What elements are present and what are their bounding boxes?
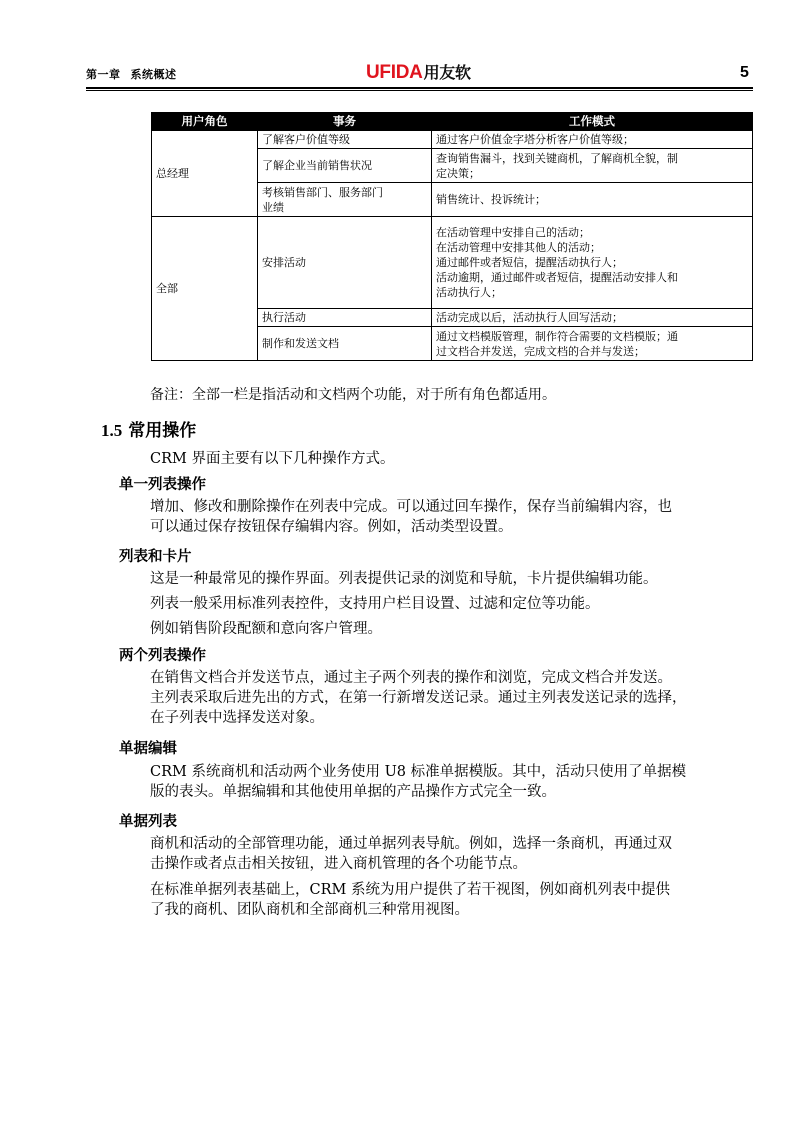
task-cell: 考核销售部门、服务部门 业绩 [258,183,432,217]
subheading: 单一列表操作 [119,477,206,493]
brand-cn: 用友软 [423,63,471,82]
subheading: 列表和卡片 [119,549,192,565]
task-cell: 了解企业当前销售状况 [258,149,432,183]
section-number: 1.5 [101,421,123,440]
subheading: 两个列表操作 [119,648,206,664]
task-cell: 执行活动 [258,309,432,327]
table-row [152,131,753,149]
chapter-title: 系统概述 [130,68,177,81]
mode-cell: 通过客户价值金字塔分析客户价值等级； [432,131,753,149]
brand-en: UFIDA [366,62,423,83]
subheading: 单据编辑 [119,741,177,757]
section-intro: CRM 界面主要有以下几种操作方式。 [150,451,395,467]
task-cell: 安排活动 [258,217,432,309]
header-cell: 事务 [258,113,432,131]
section-heading: 常用操作 [128,421,197,441]
paragraph: 在标准单据列表基础上，CRM 系统为用户提供了若干视图，例如商机列表中提供 了我的商机、团队商机和全部商机三种常用视图。 [150,882,670,918]
subheading: 单据列表 [119,814,177,830]
header-cell: 用户角色 [152,113,258,131]
paragraph: 列表一般采用标准列表控件，支持用户栏目设置、过滤和定位等功能。 [150,596,600,612]
brand-logo [366,60,471,84]
mode-cell: 销售统计、投诉统计； [432,183,753,217]
mode-cell: 查询销售漏斗，找到关键商机，了解商机全貌，制 定决策； [432,149,753,183]
paragraph: 商机和活动的全部管理功能，通过单据列表导航。例如，选择一条商机，再通过双 击操作或者点击相关按钮，进入商机管理的各个功能节点。 [150,836,672,872]
role-table [151,112,753,361]
role-cell: 全部 [152,217,258,361]
table-row [152,217,753,309]
table-note: 备注：全部一栏是指活动和文档两个功能，对于所有角色都适用。 [150,387,556,403]
header-rule [86,87,753,89]
mode-cell: 活动完成以后，活动执行人回写活动； [432,309,753,327]
mode-cell: 通过文档模版管理，制作符合需要的文档模版；通 过文档合并发送，完成文档的合并与发送； [432,327,753,361]
chapter-heading [86,66,177,82]
page-number: 5 [740,64,749,81]
table-header-row [152,113,753,131]
header-cell: 工作模式 [432,113,753,131]
paragraph: 这是一种最常见的操作界面。列表提供记录的浏览和导航，卡片提供编辑功能。 [150,571,658,587]
header-rule-thin [86,90,753,91]
section-title [101,416,196,441]
paragraph: 在销售文档合并发送节点，通过主子两个列表的操作和浏览，完成文档合并发送。 主列表采取后进先出的方式，在第一行新增发送记录。通过主列表发送记录的选择， 在子列表中选择发送对象。 [150,670,687,726]
role-cell: 总经理 [152,131,258,217]
task-cell: 制作和发送文档 [258,327,432,361]
page-header [0,0,798,92]
paragraph: 增加、修改和删除操作在列表中完成。可以通过回车操作，保存当前编辑内容，也 可以通过保存按钮保存编辑内容。例如，活动类型设置。 [150,499,672,535]
chapter-number: 第一章 [86,68,121,81]
paragraph: CRM 系统商机和活动两个业务使用 U8 标准单据模版。其中，活动只使用了单据模 版的表头。单据编辑和其他使用单据的产品操作方式完全一致。 [150,764,687,800]
paragraph: 例如销售阶段配额和意向客户管理。 [150,621,382,637]
task-cell: 了解客户价值等级 [258,131,432,149]
mode-cell: 在活动管理中安排自己的活动； 在活动管理中安排其他人的活动； 通过邮件或者短信，提醒活动执行人； 活动逾期，通过邮件或者短信，提醒活动安排人和 活动执行人； [432,217,753,309]
